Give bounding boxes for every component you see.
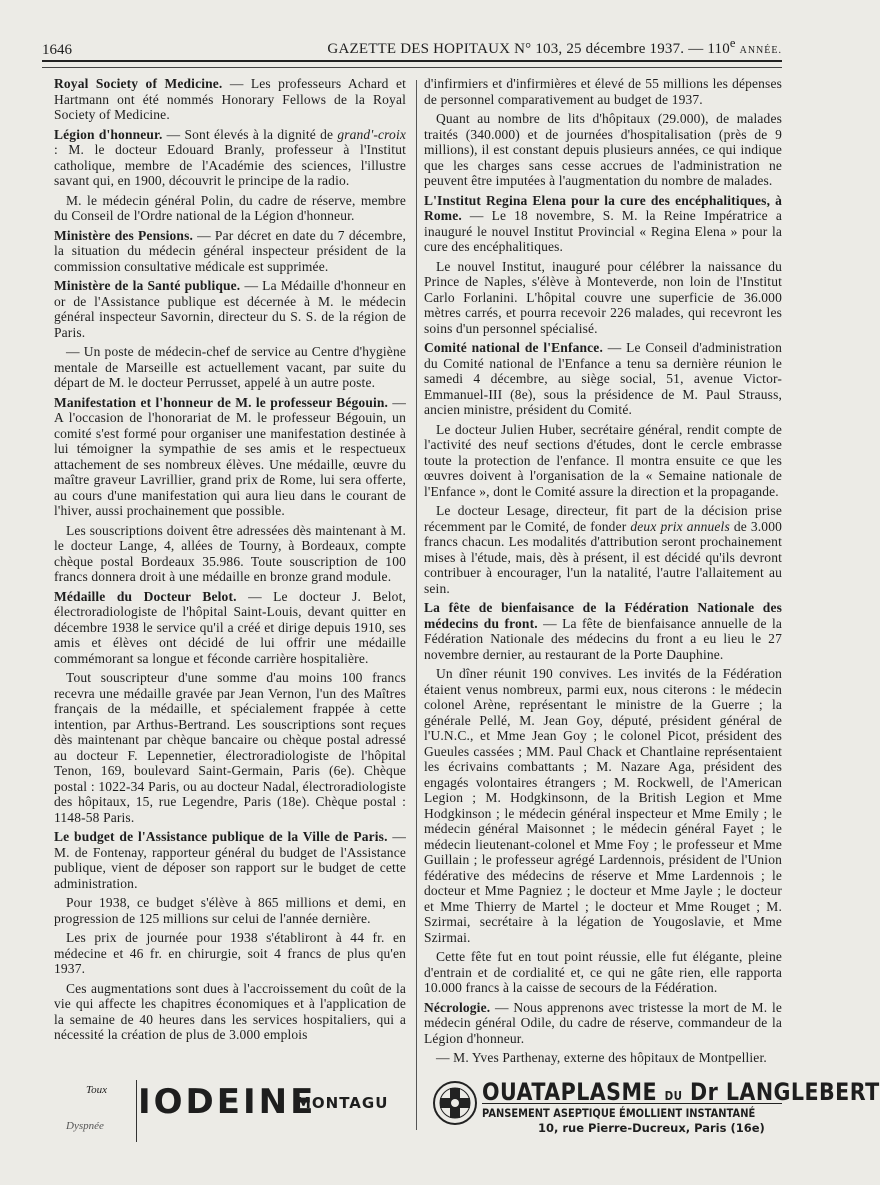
paragraph: d'infirmiers et d'infirmières et élevé de 55 millions les dépenses de personnel comparativement au budget de 1937.: [424, 76, 782, 107]
ad-rule: [482, 1103, 782, 1104]
article-heading: Ministère des Pensions.: [54, 227, 194, 243]
article-regina-elena: L'Institut Regina Elena pour la cure des encéphalitiques, à Rome. — Le 18 novembre, S. M. la Reine Impératrice a inauguré le nouvel Institut Provincial « Regina Elena » pour la cure des encéphalitiques.: [424, 192, 782, 254]
paragraph: Le nouvel Institut, inauguré pour célébrer la naissance du Prince de Naples, s'élève à Monteverde, non loin de l'Institut Carlo Forlanini. L'hôpital couvre une superficie de 36.000 mètres carrés, et pourra recevoir 226 malades, qui recevront les soins d'un personnel spécialisé.: [424, 258, 782, 336]
article-heading: La fête de bienfaisance de la Fédération Nationale des médecins du front.: [424, 600, 782, 631]
header-rule-thick: [42, 60, 782, 62]
article-heading: Royal Society of Medicine.: [54, 76, 223, 91]
paragraph: — M. Yves Parthenay, externe des hôpitaux de Montpellier.: [436, 1050, 767, 1065]
paragraph: Ces augmentations sont dues à l'accroissement du coût de la vie qui affecte les chapitres économiques et à l'application de la semaine de 40 heures dans les services hospitaliers, qui a nécessité la création de plus de 3.000 emplois: [54, 980, 406, 1042]
article-heading: Comité national de l'Enfance.: [424, 340, 603, 355]
ad-brand: IODEINE: [138, 1082, 317, 1122]
ad-tagline: PANSEMENT ASEPTIQUE ÉMOLLIENT INSTANTANÉ: [482, 1106, 756, 1120]
paragraph: Cette fête fut en tout point réussie, elle fut élégante, pleine d'entrain et de cordialité et, ce qui ne gâte rien, elle rapporta 10.000 francs à la caisse de secours de la Fédération.: [424, 949, 782, 995]
article-heading: Médaille du Docteur Belot.: [54, 588, 237, 604]
article-medaille-belot: Médaille du Docteur Belot. — Le docteur J. Belot, électroradiologiste de l'hôpital Saint-Louis, devant quitter en décembre 1938 le service qu'il a créé et dirige depuis 1910, ses amis et élèves ont décidé de lui offrir une médaille commémorant sa longue et féconde carrière hospitalière.: [54, 588, 406, 666]
header-rule-thin: [42, 67, 782, 68]
paragraph: Un dîner réunit 190 convives. Les invités de la Fédération étaient venus nombreux, parmi eux, nous citerons : le médecin colonel Arène, représentant le ministre de la Guerre ; la générale Pellé, M. Jean Goy, député, président général de l'U.N.C., et Mme Jean Goy ; le colonel Picot, président des Gueules cassées ; MM. Paul Chack et Chantlaine représentaient les écrivains combattants ; M. Nazare Aga, président des engagés volontaires étrangers ; M. Rockwell, de l'American Legion ; M. Hodgkinsonn, de la British Legion et Mme Hodgkinson ; le médecin général inspecteur et Mme Emily ; le médecin général Maisonnet ; le médecin général Fayet ; le médecin lieutenant-colonel et Mme Foy ; le professeur et Mme Guillain ; le professeur agrégé Lardennois, président de l'Union fédérative des médecins de réserve et Mme Lardennois ; le docteur et Mme Pagniez ; le docteur et Mme Jayle ; le docteur et Mme Thierry de Martel ; le docteur et Mme Rouget ; M. Szirmai, secrétaire à la légation de Yougoslavie, et Mme Szirmai.: [424, 666, 782, 945]
article-necrologie: Nécrologie. — Nous apprenons avec tristesse la mort de M. le médecin général Odile, du cadre de réserve, commandeur de la Légion d'honneur.: [424, 999, 782, 1046]
advertisement-ouataplasme: [428, 1076, 880, 1138]
article-begouin: Manifestation et l'honneur de M. le professeur Bégouin. — A l'occasion de l'honorariat de M. le professeur Bégouin, un comité s'est formé pour organiser une manifestation destinée à lui témoigner la sympathie de ses amis et le respectueux attachement de ses nombreux élèves. Une médaille, œuvre du maître graveur Lavrillier, grand prix de Rome, lui sera offerte, au cours d'une manifestation qui aura lieu dans le courant de l'hiver, aussi prochainement que possible.: [54, 394, 406, 518]
paragraph: Pour 1938, ce budget s'élève à 865 millions et demi, en progression de 125 millions sur celui de l'année dernière.: [54, 895, 406, 926]
article-ministere-sante: Ministère de la Santé publique. — La Médaille d'honneur en or de l'Assistance publique est décernée à M. le médecin général inspecteur Savornin, directeur du S. S. de la région de Paris.: [54, 278, 407, 340]
left-column: [54, 76, 406, 1136]
paragraph: Les souscriptions doivent être adressées dès maintenant à M. le docteur Lange, 4, allées de Tourny, à Bordeaux, compte chèque postal Bordeaux 35.986. Toute souscription de 100 francs donnera droit à une médaille en bronze grand module.: [54, 522, 406, 584]
article-comite-enfance: Comité national de l'Enfance. — Le Conseil d'administration du Comité national de l'Enfance a tenu sa dernière réunion le samedi 4 décembre, au siège social, 51, avenue Victor-Emmanuel-III (8e), sous la présidence de M. Paul Strauss, ancien ministre, président du Comité.: [424, 340, 782, 417]
paragraph: Les prix de journée pour 1938 s'établiront à 44 fr. en médecine et 46 fr. en chirurgie, soit 4 francs de plus qu'en 1937.: [54, 930, 406, 976]
article-heading: Le budget de l'Assistance publique de la Ville de Paris.: [54, 829, 388, 844]
article-heading: Manifestation et l'honneur de M. le professeur Bégouin.: [54, 394, 389, 410]
article-heading: Nécrologie.: [424, 999, 491, 1015]
article-legion-honneur: Légion d'honneur. — Sont élevés à la dignité de grand'-croix : M. le docteur Edouard Branly, professeur à l'Institut catholique, membre de l'Académie des sciences, l'illustre savant qui, en 1900, découvrit le principe de la radio.: [54, 126, 406, 188]
paragraph: — Un poste de médecin-chef de service au Centre d'hygiène mentale de Marseille est actuellement vacant, par suite du départ de M. le docteur Perrusset, appelé à un autre poste.: [54, 344, 406, 390]
paragraph: Le docteur Lesage, directeur, fit part de la décision prise récemment par le Comité, de fonder deux prix annuels de 3.000 francs chacun. Les modalités d'attribution seront prochainement mises à l'étude, mais, dès à présent, il est décidé qu'ils devront contribuer à encourager, l'un la natalité, l'autre l'allaitement au sein.: [424, 503, 783, 596]
article-heading: Ministère de la Santé publique.: [54, 278, 241, 293]
article-ministere-pensions: Ministère des Pensions. — Par décret en date du 7 décembre, la situation du médecin général inspecteur président de la commission consultative médicale est supprimée.: [54, 227, 407, 274]
page-number: 1646: [42, 42, 72, 58]
paragraph: Le docteur Julien Huber, secrétaire général, rendit compte de l'activité des neuf sections d'études, dont le cercle embrasse toute la protection de l'enfance. Il montra ensuite ce que les œuvres doivent à l'organisation de la « Semaine nationale de l'Enfance », dont le Comité assure la direction et la propagande.: [424, 421, 782, 499]
article-budget-assistance: Le budget de l'Assistance publique de la Ville de Paris. — M. de Fontenay, rapporteur général du budget de l'Assistance publique, vient de déposer son rapport sur le budget de cette administration.: [54, 829, 406, 891]
article-fete-federation: La fête de bienfaisance de la Fédération Nationale des médecins du front. — La fête de bienfaisance annuelle de la Fédération Nationale des médecins du front a eu lieu le 27 novembre dernier, au restaurant de la Porte Dauphine.: [424, 600, 782, 662]
ad-brand: OUATAPLASME DU Dr LANGLEBERT: [482, 1078, 880, 1106]
advertisement-iodeine: [46, 1076, 406, 1146]
running-title: GAZETTE DES HOPITAUX N° 103, 25 décembre 1937. — 110e ANNÉE.: [327, 36, 782, 57]
paragraph: Tout souscripteur d'une somme d'au moins 100 francs recevra une médaille gravée par Jean Vernon, l'un des Maîtres français de la médaille, et spécialement frappée à cette intention, par Arthus-Bertrand. Les souscriptions sont reçues dès maintenant par chèque bancaire ou chèque postal adressé au docteur F. Lepennetier, électroradiologiste de l'hôpital Tenon, 169, boulevard Saint-Germain, Paris (6e). Chèque postal : 1022-34 Paris, ou au docteur Nadal, électroradiologiste des hôpitaux, 15, rue Legendre, Paris (18e). Chèque postal : 1148-58 Paris.: [54, 670, 406, 825]
paragraph: M. le médecin général Polin, du cadre de réserve, membre du Conseil de l'Ordre national de la Légion d'honneur.: [54, 192, 406, 223]
ad-address: 10, rue Pierre-Ducreux, Paris (16e): [538, 1121, 765, 1135]
paragraph: Quant au nombre de lits d'hôpitaux (29.000), de malades traités (340.000) et de journées d'hospitalisation (près de 9 millions), il est constant depuis plusieurs années, ce qui indique que les charges sans cesse accrues de l'administration ne peuvent être imputées à l'augmentation du nombre de malades.: [424, 111, 782, 188]
right-column: [424, 76, 782, 1066]
ad-side-box: Toux Dyspnée: [54, 1080, 137, 1142]
article-heading: Légion d'honneur.: [54, 126, 163, 142]
cross-emblem-icon: [432, 1080, 478, 1126]
ad-maker: MONTAGU: [296, 1094, 389, 1112]
article-royal-society: Royal Society of Medicine. — Les professeurs Achard et Hartmann ont été nommés Honorary Fellows de la Royal Society of Medicine.: [54, 76, 406, 122]
page-header: [42, 36, 782, 58]
article-heading: L'Institut Regina Elena pour la cure des encéphalitiques, à Rome.: [424, 192, 782, 223]
column-separator: [416, 80, 417, 1130]
